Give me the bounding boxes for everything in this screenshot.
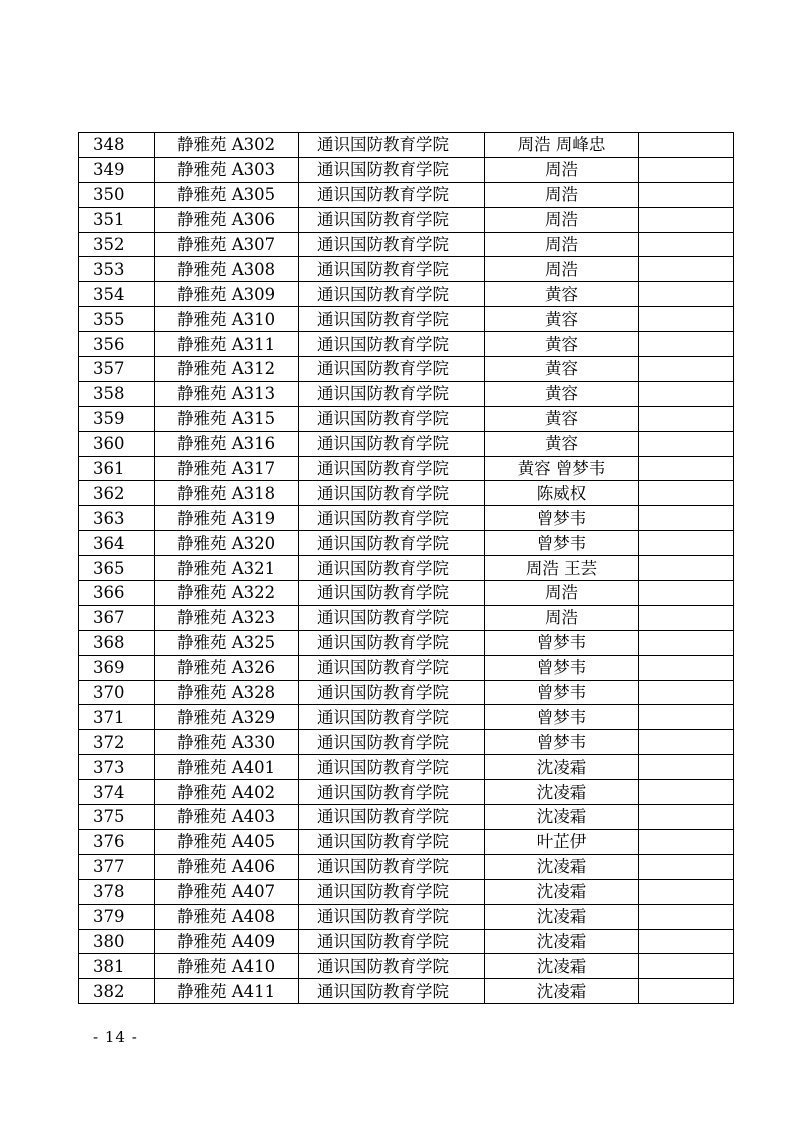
note-cell (639, 157, 734, 182)
college-cell: 通识国防教育学院 (299, 605, 485, 630)
college-cell: 通识国防教育学院 (299, 755, 485, 780)
room-cell: 静雅苑 A323 (155, 605, 299, 630)
room-cell: 静雅苑 A403 (155, 805, 299, 830)
table-row (79, 705, 734, 730)
note-cell (639, 556, 734, 581)
table-row (79, 182, 734, 207)
note-cell (639, 655, 734, 680)
table-row (79, 755, 734, 780)
note-cell (639, 456, 734, 481)
room-cell: 静雅苑 A410 (155, 954, 299, 979)
table-row (79, 531, 734, 556)
note-cell (639, 929, 734, 954)
table-row (79, 655, 734, 680)
note-cell (639, 332, 734, 357)
table-row (79, 257, 734, 282)
room-cell: 静雅苑 A313 (155, 381, 299, 406)
college-cell: 通识国防教育学院 (299, 357, 485, 382)
college-cell: 通识国防教育学院 (299, 332, 485, 357)
college-cell: 通识国防教育学院 (299, 879, 485, 904)
note-cell (639, 979, 734, 1004)
person-in-charge-cell: 曾梦韦 (485, 506, 639, 531)
college-cell: 通识国防教育学院 (299, 780, 485, 805)
room-cell: 静雅苑 A310 (155, 307, 299, 332)
note-cell (639, 879, 734, 904)
dormitory-assignment-table (78, 132, 734, 1004)
row-number-cell: 359 (79, 406, 155, 431)
college-cell: 通识国防教育学院 (299, 481, 485, 506)
room-cell: 静雅苑 A308 (155, 257, 299, 282)
note-cell (639, 854, 734, 879)
row-number-cell: 358 (79, 381, 155, 406)
table-row (79, 506, 734, 531)
row-number-cell: 366 (79, 581, 155, 606)
row-number-cell: 349 (79, 157, 155, 182)
person-in-charge-cell: 曾梦韦 (485, 531, 639, 556)
table-row (79, 157, 734, 182)
table-row (79, 780, 734, 805)
row-number-cell: 357 (79, 357, 155, 382)
room-cell: 静雅苑 A319 (155, 506, 299, 531)
note-cell (639, 904, 734, 929)
person-in-charge-cell: 沈凌霜 (485, 755, 639, 780)
row-number-cell: 372 (79, 730, 155, 755)
college-cell: 通识国防教育学院 (299, 630, 485, 655)
row-number-cell: 355 (79, 307, 155, 332)
note-cell (639, 232, 734, 257)
college-cell: 通识国防教育学院 (299, 182, 485, 207)
note-cell (639, 805, 734, 830)
row-number-cell: 363 (79, 506, 155, 531)
note-cell (639, 531, 734, 556)
note-cell (639, 605, 734, 630)
row-number-cell: 354 (79, 282, 155, 307)
college-cell: 通识国防教育学院 (299, 979, 485, 1004)
room-cell: 静雅苑 A401 (155, 755, 299, 780)
row-number-cell: 368 (79, 630, 155, 655)
person-in-charge-cell: 周浩 (485, 207, 639, 232)
college-cell: 通识国防教育学院 (299, 207, 485, 232)
note-cell (639, 406, 734, 431)
college-cell: 通识国防教育学院 (299, 157, 485, 182)
room-cell: 静雅苑 A325 (155, 630, 299, 655)
college-cell: 通识国防教育学院 (299, 805, 485, 830)
person-in-charge-cell: 黄容 (485, 307, 639, 332)
table-row (79, 581, 734, 606)
row-number-cell: 352 (79, 232, 155, 257)
note-cell (639, 282, 734, 307)
person-in-charge-cell: 曾梦韦 (485, 630, 639, 655)
table-row (79, 332, 734, 357)
person-in-charge-cell: 黄容 (485, 282, 639, 307)
row-number-cell: 379 (79, 904, 155, 929)
note-cell (639, 581, 734, 606)
person-in-charge-cell: 曾梦韦 (485, 655, 639, 680)
person-in-charge-cell: 陈威权 (485, 481, 639, 506)
room-cell: 静雅苑 A312 (155, 357, 299, 382)
row-number-cell: 348 (79, 133, 155, 158)
table-row (79, 829, 734, 854)
row-number-cell: 353 (79, 257, 155, 282)
person-in-charge-cell: 周浩 (485, 232, 639, 257)
table-row (79, 979, 734, 1004)
person-in-charge-cell: 黄容 曾梦韦 (485, 456, 639, 481)
room-cell: 静雅苑 A328 (155, 680, 299, 705)
row-number-cell: 370 (79, 680, 155, 705)
row-number-cell: 356 (79, 332, 155, 357)
note-cell (639, 755, 734, 780)
table-row (79, 307, 734, 332)
person-in-charge-cell: 黄容 (485, 406, 639, 431)
room-cell: 静雅苑 A326 (155, 655, 299, 680)
table-row (79, 381, 734, 406)
person-in-charge-cell: 周浩 (485, 581, 639, 606)
table-row (79, 282, 734, 307)
college-cell: 通识国防教育学院 (299, 680, 485, 705)
note-cell (639, 954, 734, 979)
room-cell: 静雅苑 A407 (155, 879, 299, 904)
room-cell: 静雅苑 A411 (155, 979, 299, 1004)
table-row (79, 232, 734, 257)
note-cell (639, 730, 734, 755)
person-in-charge-cell: 周浩 (485, 157, 639, 182)
note-cell (639, 705, 734, 730)
college-cell: 通识国防教育学院 (299, 730, 485, 755)
room-cell: 静雅苑 A402 (155, 780, 299, 805)
person-in-charge-cell: 沈凌霜 (485, 780, 639, 805)
note-cell (639, 133, 734, 158)
college-cell: 通识国防教育学院 (299, 456, 485, 481)
row-number-cell: 369 (79, 655, 155, 680)
row-number-cell: 361 (79, 456, 155, 481)
row-number-cell: 374 (79, 780, 155, 805)
person-in-charge-cell: 沈凌霜 (485, 904, 639, 929)
college-cell: 通识国防教育学院 (299, 381, 485, 406)
college-cell: 通识国防教育学院 (299, 954, 485, 979)
college-cell: 通识国防教育学院 (299, 854, 485, 879)
room-cell: 静雅苑 A305 (155, 182, 299, 207)
person-in-charge-cell: 周浩 (485, 182, 639, 207)
room-cell: 静雅苑 A321 (155, 556, 299, 581)
table-row (79, 605, 734, 630)
row-number-cell: 377 (79, 854, 155, 879)
row-number-cell: 364 (79, 531, 155, 556)
college-cell: 通识国防教育学院 (299, 581, 485, 606)
row-number-cell: 365 (79, 556, 155, 581)
person-in-charge-cell: 叶芷伊 (485, 829, 639, 854)
note-cell (639, 680, 734, 705)
college-cell: 通识国防教育学院 (299, 406, 485, 431)
note-cell (639, 207, 734, 232)
room-cell: 静雅苑 A406 (155, 854, 299, 879)
row-number-cell: 378 (79, 879, 155, 904)
note-cell (639, 780, 734, 805)
page-number: - 14 - (93, 1028, 138, 1046)
college-cell: 通识国防教育学院 (299, 307, 485, 332)
college-cell: 通识国防教育学院 (299, 431, 485, 456)
person-in-charge-cell: 黄容 (485, 431, 639, 456)
row-number-cell: 367 (79, 605, 155, 630)
room-cell: 静雅苑 A405 (155, 829, 299, 854)
person-in-charge-cell: 沈凌霜 (485, 979, 639, 1004)
row-number-cell: 382 (79, 979, 155, 1004)
table-row (79, 630, 734, 655)
room-cell: 静雅苑 A307 (155, 232, 299, 257)
row-number-cell: 371 (79, 705, 155, 730)
note-cell (639, 506, 734, 531)
row-number-cell: 375 (79, 805, 155, 830)
room-cell: 静雅苑 A317 (155, 456, 299, 481)
table-row (79, 456, 734, 481)
table-row (79, 929, 734, 954)
person-in-charge-cell: 周浩 周峰忠 (485, 133, 639, 158)
note-cell (639, 307, 734, 332)
note-cell (639, 481, 734, 506)
table-row (79, 357, 734, 382)
table-row (79, 406, 734, 431)
table-row (79, 431, 734, 456)
college-cell: 通识国防教育学院 (299, 232, 485, 257)
room-cell: 静雅苑 A318 (155, 481, 299, 506)
note-cell (639, 357, 734, 382)
room-cell: 静雅苑 A409 (155, 929, 299, 954)
person-in-charge-cell: 沈凌霜 (485, 879, 639, 904)
person-in-charge-cell: 黄容 (485, 357, 639, 382)
college-cell: 通识国防教育学院 (299, 531, 485, 556)
table-row (79, 805, 734, 830)
person-in-charge-cell: 沈凌霜 (485, 854, 639, 879)
row-number-cell: 362 (79, 481, 155, 506)
person-in-charge-cell: 沈凌霜 (485, 929, 639, 954)
person-in-charge-cell: 沈凌霜 (485, 954, 639, 979)
college-cell: 通识国防教育学院 (299, 556, 485, 581)
room-cell: 静雅苑 A306 (155, 207, 299, 232)
row-number-cell: 381 (79, 954, 155, 979)
room-cell: 静雅苑 A330 (155, 730, 299, 755)
college-cell: 通识国防教育学院 (299, 904, 485, 929)
row-number-cell: 376 (79, 829, 155, 854)
college-cell: 通识国防教育学院 (299, 655, 485, 680)
table-row (79, 680, 734, 705)
person-in-charge-cell: 曾梦韦 (485, 680, 639, 705)
table-row (79, 556, 734, 581)
person-in-charge-cell: 周浩 (485, 605, 639, 630)
note-cell (639, 431, 734, 456)
room-cell: 静雅苑 A408 (155, 904, 299, 929)
college-cell: 通识国防教育学院 (299, 506, 485, 531)
row-number-cell: 380 (79, 929, 155, 954)
room-cell: 静雅苑 A320 (155, 531, 299, 556)
table-row (79, 854, 734, 879)
row-number-cell: 351 (79, 207, 155, 232)
room-cell: 静雅苑 A322 (155, 581, 299, 606)
note-cell (639, 257, 734, 282)
person-in-charge-cell: 周浩 王芸 (485, 556, 639, 581)
college-cell: 通识国防教育学院 (299, 257, 485, 282)
row-number-cell: 360 (79, 431, 155, 456)
row-number-cell: 373 (79, 755, 155, 780)
table-row (79, 904, 734, 929)
college-cell: 通识国防教育学院 (299, 705, 485, 730)
person-in-charge-cell: 黄容 (485, 332, 639, 357)
note-cell (639, 630, 734, 655)
college-cell: 通识国防教育学院 (299, 829, 485, 854)
person-in-charge-cell: 曾梦韦 (485, 730, 639, 755)
note-cell (639, 829, 734, 854)
college-cell: 通识国防教育学院 (299, 929, 485, 954)
note-cell (639, 381, 734, 406)
row-number-cell: 350 (79, 182, 155, 207)
table-row (79, 133, 734, 158)
room-cell: 静雅苑 A303 (155, 157, 299, 182)
college-cell: 通识国防教育学院 (299, 282, 485, 307)
room-cell: 静雅苑 A315 (155, 406, 299, 431)
table-row (79, 879, 734, 904)
table-row (79, 207, 734, 232)
person-in-charge-cell: 曾梦韦 (485, 705, 639, 730)
table-row (79, 730, 734, 755)
note-cell (639, 182, 734, 207)
table-row (79, 954, 734, 979)
person-in-charge-cell: 沈凌霜 (485, 805, 639, 830)
person-in-charge-cell: 黄容 (485, 381, 639, 406)
room-cell: 静雅苑 A329 (155, 705, 299, 730)
college-cell: 通识国防教育学院 (299, 133, 485, 158)
table-body (79, 133, 734, 1004)
person-in-charge-cell: 周浩 (485, 257, 639, 282)
room-cell: 静雅苑 A302 (155, 133, 299, 158)
room-cell: 静雅苑 A309 (155, 282, 299, 307)
table-row (79, 481, 734, 506)
room-cell: 静雅苑 A316 (155, 431, 299, 456)
room-cell: 静雅苑 A311 (155, 332, 299, 357)
